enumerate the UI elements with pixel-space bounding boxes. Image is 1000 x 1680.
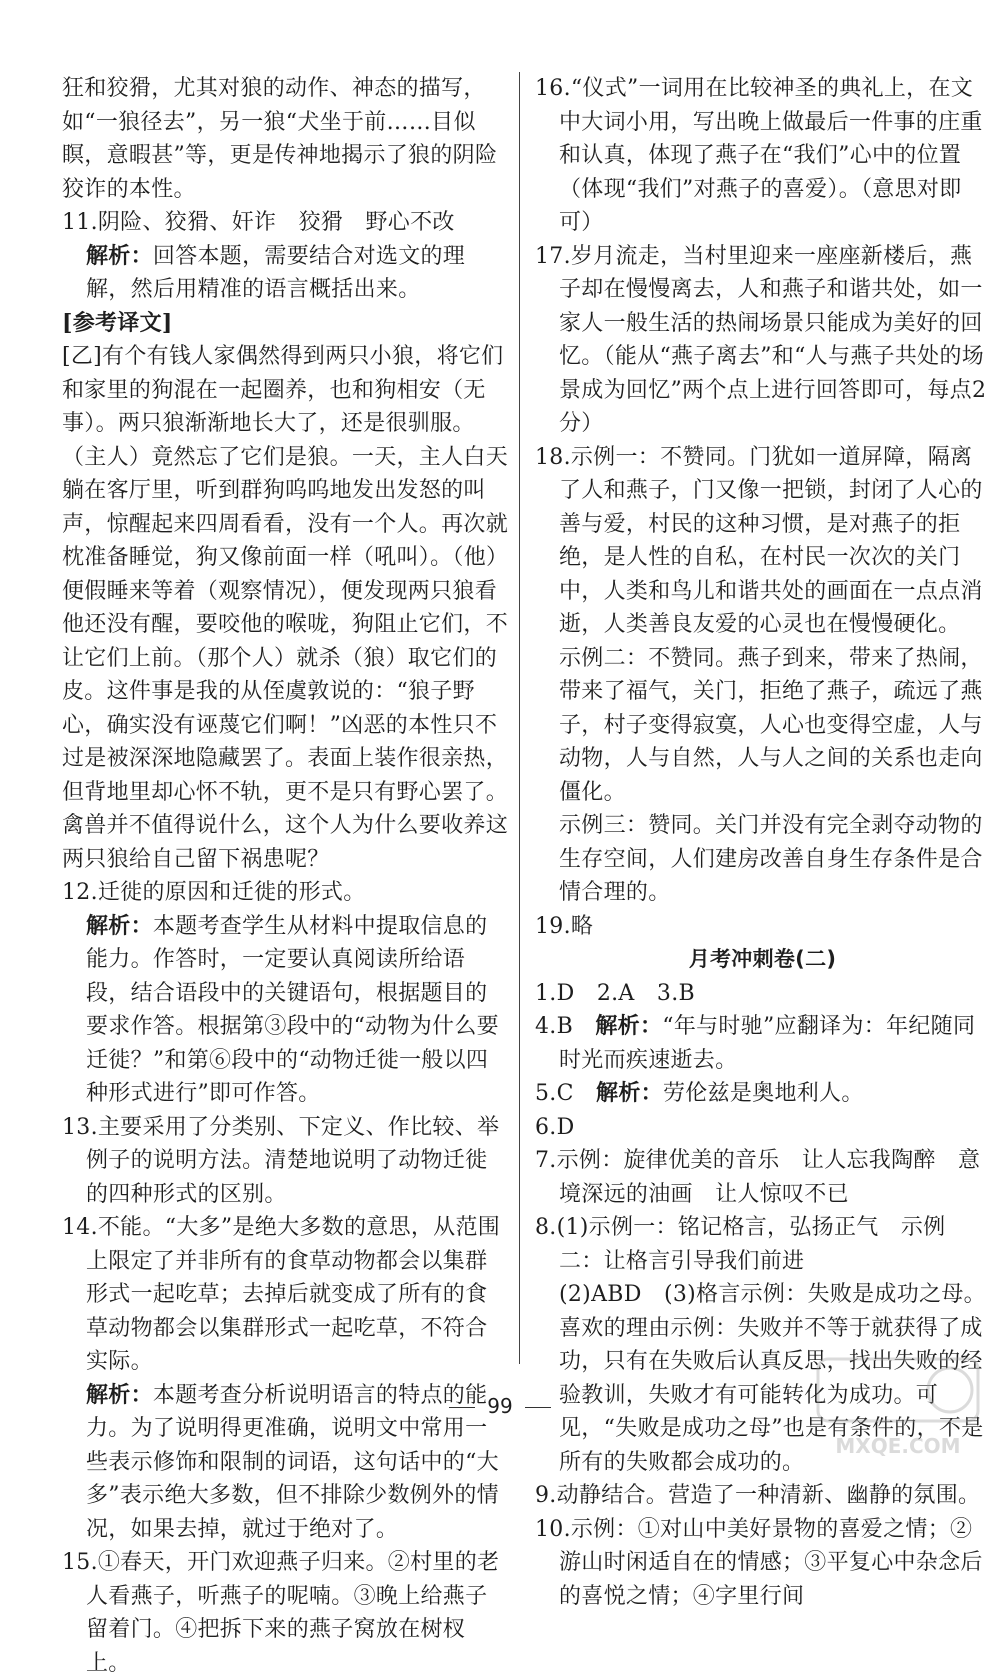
analysis-text: 本题考查分析说明语言的特点的能力。为了说明得更准确，说明文中常用一些表示修饰和限制的词语，这句话中的“大多”表示绝大多数，但不排除少数例外的情况，如果去掉，就过于绝对了。 — [86, 1382, 499, 1542]
site-watermark-logo — [810, 1353, 990, 1463]
answer-6: 6.D — [535, 1114, 575, 1140]
paragraph-continued: 狂和狡猾，尤其对狼的动作、神态的描写，如“一狼径去”，另一狼“犬坐于前……目似瞑，意暇甚”等，更是传神地揭示了狼的阴险狡诈的本性。 — [62, 76, 498, 202]
answer-8-part-1: 8.(1)示例一：铭记格言，弘扬正气 示例二：让格言引导我们前进 — [535, 1215, 946, 1274]
answer-18-example-1: 18.示例一：不赞同。门犹如一道屏障，隔离了人和燕子，门又像一把锁，封闭了人心的善与爱，村民的这种习惯，是对燕子的拒绝，是人性的自私，在村民一次次的关门中，人类和鸟儿和谐共处的画面在一点点消逝，人类善良友爱的心灵也在慢慢硬化。 — [535, 444, 983, 637]
answer-16: 16.“仪式”一词用在比较神圣的典礼上，在文中大词小用，写出晚上做最后一件事的庄重和认真，体现了燕子在“我们”心中的位置（体现“我们”对燕子的喜爱）。（意思对即可） — [535, 76, 983, 235]
answer-13: 13.主要采用了分类别、下定义、作比较、举例子的说明方法。清楚地说明了动物迁徙的四种形式的区别。 — [62, 1114, 500, 1207]
answer-5 — [535, 1077, 990, 1111]
analysis-text: “年与时驰”应翻译为：年纪随同时光而疾速逝去。 — [559, 1014, 976, 1073]
answer-15: 15.①春天，开门欢迎燕子归来。②村里的老人看燕子，听燕子的呢喃。③晚上给燕子留着门。④把拆下来的燕子窝放在树杈上。 — [62, 1550, 500, 1676]
analysis-text: 回答本题，需要结合对选文的理解，然后用精准的语言概括出来。 — [86, 243, 466, 302]
analysis-label: 解析： — [86, 242, 153, 269]
analysis-label: 解析： — [596, 1080, 663, 1106]
section-title: 月考冲刺卷(二) — [688, 947, 837, 971]
answer-19: 19.略 — [535, 913, 594, 939]
answer-text: 5.C — [535, 1081, 597, 1106]
dash-left — [449, 1407, 475, 1408]
answer-8-part-2: (2)ABD (3)格言示例：失败是成功之母。 喜欢的理由示例：失败并不等于就获得了成功，只有在失败后认真反思，找出失败的经验教训，失败才有可能转化为成功。可见，“失败是成功之母”也是有条件的，不是所有的失败都会成功的。 — [559, 1282, 998, 1475]
left-column — [62, 72, 508, 1680]
answer-18-example-2: 示例二：不赞同。燕子到来，带来了热闹，带来了福气，关门，拒绝了燕子，疏远了燕子，村子变得寂寞，人心也变得空虚，人与动物，人与自然，人与人之间的关系也走向僵化。 — [559, 645, 983, 805]
column-divider — [519, 72, 520, 1364]
answer-9: 9.动静结合。营造了一种清新、幽静的氛围。 — [535, 1483, 981, 1508]
analysis-11 — [62, 240, 508, 307]
page-number-text: 99 — [487, 1394, 513, 1418]
answer-7: 7.示例：旋律优美的音乐 让人忘我陶醉 意境深远的油画 让人惊叹不已 — [535, 1148, 981, 1207]
answer-18-example-3: 示例三：赞同。关门并没有完全剥夺动物的生存空间，人们建房改善自身生存条件是合情合理的。 — [559, 813, 983, 905]
answer-11: 11.阴险、狡猾、奸诈 狡猾 野心不改 — [62, 210, 455, 235]
dash-right — [525, 1407, 551, 1408]
analysis-12 — [62, 910, 508, 1111]
analysis-text: 劳伦兹是奥地利人。 — [662, 1081, 864, 1106]
answer-14: 14.不能。“大多”是绝大多数的意思，从范围上限定了并非所有的食草动物都会以集群形式一起吃草；去掉后就变成了所有的食草动物都会以集群形式一起吃草，不符合实际。 — [62, 1215, 501, 1374]
answers-1-3: 1.D 2.A 3.B — [535, 980, 695, 1006]
analysis-label: 解析： — [595, 1013, 663, 1039]
analysis-label: 解析： — [86, 1381, 153, 1408]
analysis-text: 本题考查学生从材料中提取信息的能力。作答时，一定要认真阅读所给语段，结合语段中的关键语句，根据题目的要求作答。根据第③段中的“动物为什么要迁徙？”和第⑥段中的“动物迁徙一般以四种形式进行”即可作答。 — [86, 913, 499, 1106]
answer-4 — [535, 1010, 990, 1077]
analysis-label: 解析： — [86, 912, 153, 939]
answer-12: 12.迁徙的原因和迁徙的形式。 — [62, 880, 366, 905]
reference-translation: [乙]有个有钱人家偶然得到两只小狼，将它们和家里的狗混在一起圈养，也和狗相安（无事）。两只狼渐渐地长大了，还是很驯服。（主人）竟然忘了它们是狼。一天，主人白天躺在客厅里，听到群狗呜呜地发出发怒的叫声，惊醒起来四周看看，没有一个人。再次就枕准备睡觉，狗又像前面一样（吼叫）。（他）便假睡来等着（观察情况），便发现两只狼看他还没有醒，要咬他的喉咙，狗阻止它们，不让它们上前。（那个人）就杀（狼）取它们的皮。这件事是我的从侄虞敦说的：“狼子野心，确实没有诬蔑它们啊！”凶恶的本性只不过是被深深地隐藏罢了。表面上装作很亲热，但背地里却心怀不轨，更不是只有野心罢了。禽兽并不值得说什么，这个人为什么要收养这两只狼给自己留下祸患呢？ — [62, 344, 509, 872]
watermark-text: MXQE.COM — [835, 1434, 961, 1458]
answer-text: 4.B — [535, 1014, 596, 1039]
answer-10: 10.示例：①对山中美好景物的喜爱之情；②游山时闲适自在的情感；③平复心中杂念后的喜悦之情；④字里行间 — [535, 1516, 983, 1609]
answer-17: 17.岁月流走，当村里迎来一座座新楼后，燕子却在慢慢离去，人和燕子和谐共处，如一家人一般生活的热闹场景只能成为美好的回忆。（能从“燕子离去”和“人与燕子共处的场景成为回忆”两个点上进行回答即可，每点2分） — [535, 243, 987, 436]
reference-title: [参考译文] — [62, 309, 173, 336]
